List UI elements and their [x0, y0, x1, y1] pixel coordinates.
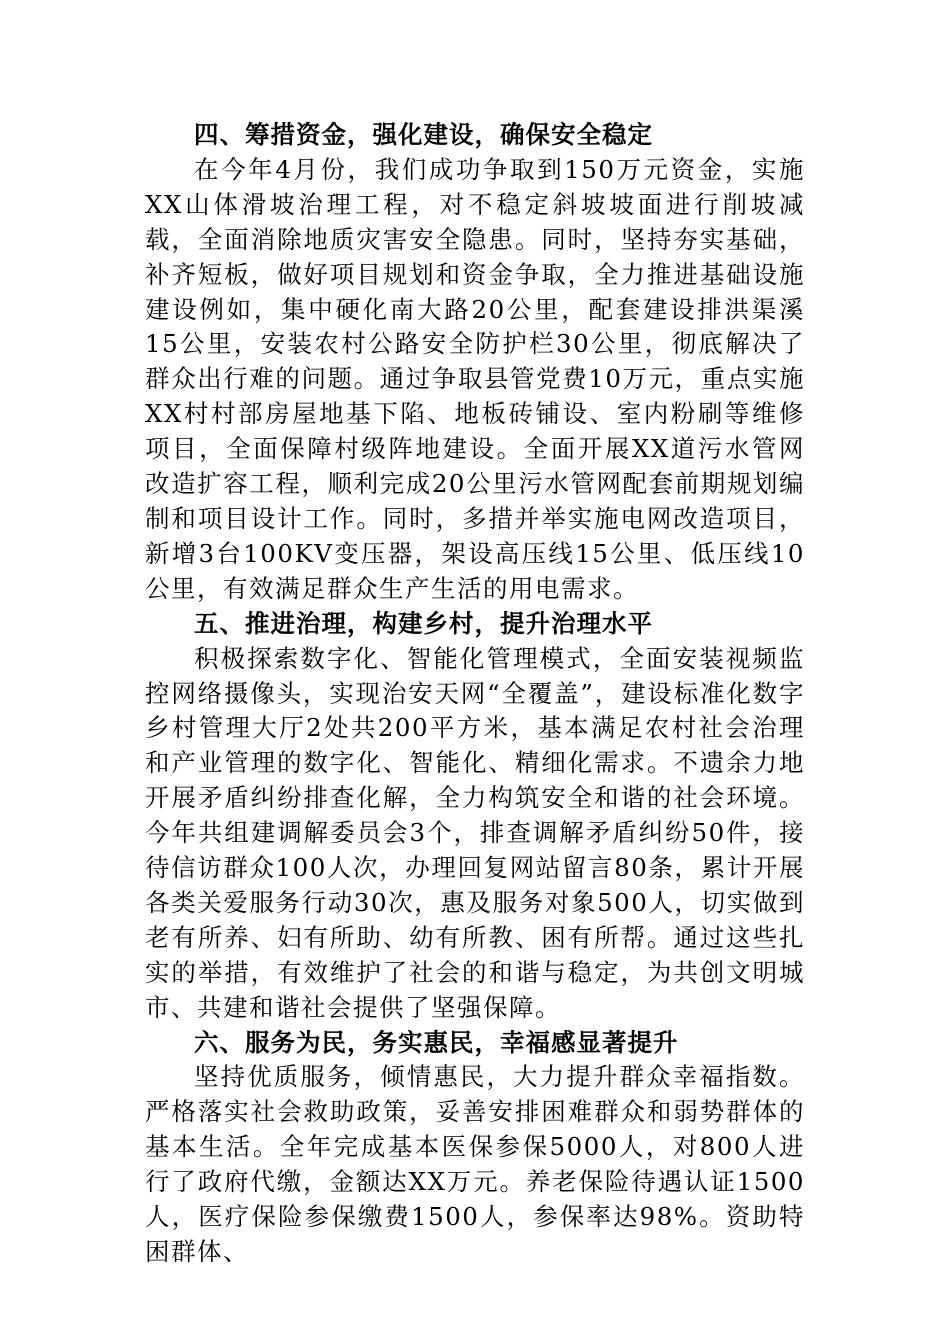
section-paragraph-4: 在今年4月份，我们成功争取到150万元资金，实施XX山体滑坡治理工程，对不稳定斜坡坡面进行削坡减载，全面消除地质灾害安全隐患。同时，坚持夯实基础，补齐短板，做好项目规划和资金争取，全力推进基础设施建设例如，集中硬化南大路20公里，配套建设排洪渠溪15公里，安装农村公路安全防护栏30公里，彻底解决了群众出行难的问题。通过争取县管党费10万元，重点实施XX村村部房屋地基下陷、地板砖铺设、室内粉刷等维修项目，全面保障村级阵地建设。全面开展XX道污水管网改造扩容工程，顺利完成20公里污水管网配套前期规划编制和项目设计工作。同时，多措并举实施电网改造项目，新增3台100KV变压器，架设高压线15公里、低压线10公里，有效满足群众生产生活的用电需求。 [145, 154, 805, 603]
section-heading-6: 六、服务为民，务实惠民，幸福感显著提升 [194, 1027, 679, 1057]
section-heading-4: 四、筹措资金，强化建设，确保安全稳定 [194, 120, 653, 149]
section-paragraph-6: 坚持优质服务，倾情惠民，大力提升群众幸福指数。严格落实社会救助政策，妥善安排困难群众和弱势群体的基本生活。全年完成基本医保参保5000人，对800人进行了政府代缴，金额达XX万元。养老保险待遇认证1500人，医疗保险参保缴费1500人，参保率达98%。资助特困群体、 [145, 1062, 805, 1266]
document-body [145, 118, 805, 1270]
section-paragraph-5: 积极探索数字化、智能化管理模式，全面安装视频监控网络摄像头，实现治安天网“全覆盖”，建设标准化数字乡村管理大厅2处共200平方米，基本满足农村社会治理和产业管理的数字化、智能化、精细化需求。不遗余力地开展矛盾纠纷排查化解，全力构筑安全和谐的社会环境。今年共组建调解委员会3个，排查调解矛盾纠纷50件，接待信访群众100人次，办理回复网站留言80条，累计开展各类关爱服务行动30次，惠及服务对象500人，切实做到老有所养、妇有所助、幼有所教、困有所帮。通过这些扎实的举措，有效维护了社会的和谐与稳定，为共创文明城市、共建和谐社会提供了坚强保障。 [145, 643, 805, 1022]
section-heading-5: 五、推进治理，构建乡村，提升治理水平 [194, 608, 653, 638]
